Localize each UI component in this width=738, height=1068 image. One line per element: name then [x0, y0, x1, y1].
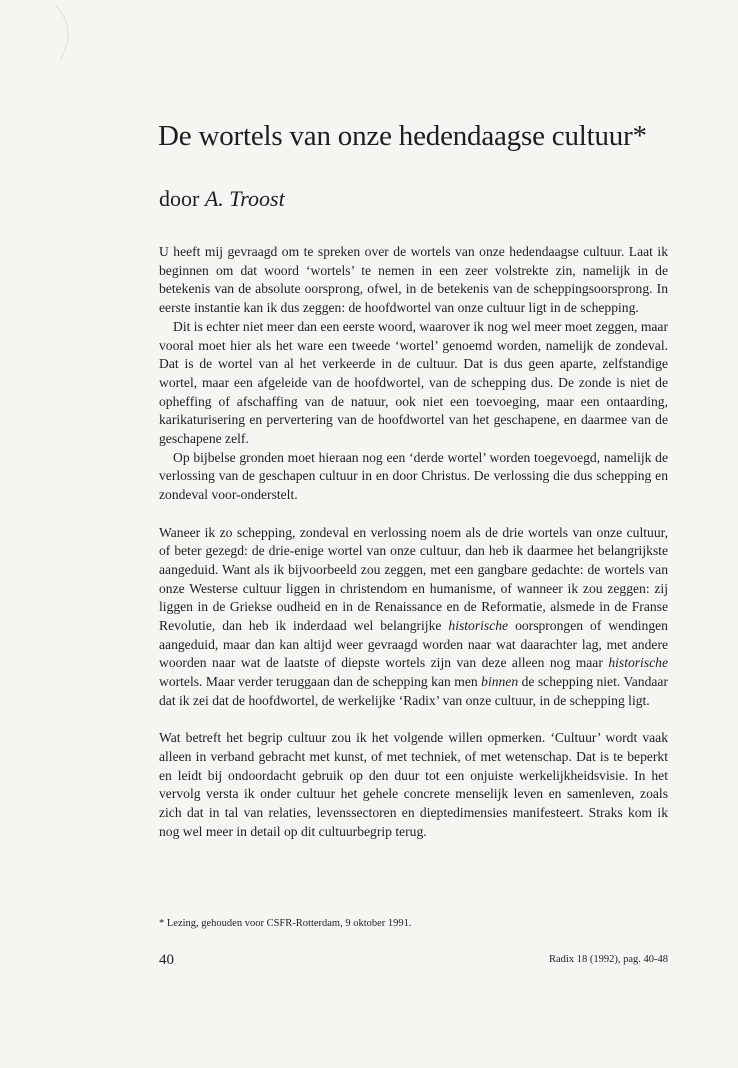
paragraph-text: de schepping niet. Vandaar dat ik zei dat de hoofdwortel, de werkelijke ‘Radix’ van onze cultuur, in de schepping ligt. [159, 674, 668, 708]
paragraph-5 [159, 729, 668, 841]
paragraph-2 [159, 318, 668, 449]
emphasis-text: binnen [481, 674, 519, 690]
paragraph-text: Op bijbelse gronden moet hieraan nog een ‘derde wortel’ worden toegevoegd, namelijk de verlossing van de geschapen cultuur in en door Christus. De verlossing die dus schepping en zondeval voor-onderstelt. [159, 449, 668, 503]
paragraph-text: Dit is echter niet meer dan een eerste woord, waarover ik nog wel meer moet zeggen, maar vooral moet hier als het ware een tweede ‘wortel’ genoemd worden, namelijk de zondeval. Dat is de wortel van al het verkeerde in de cultuur. Dat is dus geen aparte, zelfstandige wortel, maar een afgeleide van de hoofdwortel, van de schepping dus. De zonde is niet de opheffing of afschaffing van de natuur, ook niet een toevoeging, maar een ontaarding, karikaturisering en pervertering van de hoofdwortel van het geschapene, en daarmee van de geschapene zelf. [159, 318, 668, 447]
page-number: 40 [159, 952, 174, 968]
footnote: * Lezing, gehouden voor CSFR-Rotterdam, 9 oktober 1991. [159, 918, 412, 929]
paragraph-text: wortels. Maar verder teruggaan dan de schepping kan men [159, 674, 482, 690]
byline-prefix: door [159, 186, 200, 211]
article-title: De wortels van onze hedendaagse cultuur* [158, 120, 647, 152]
paragraph-text: oorsprongen of wendingen aangeduid, maar dan kan altijd weer gevraagd worden naar wat daarachter lag, met andere woorden naar wat de laatste of diepste wortels zijn van deze alleen nog maar [159, 618, 668, 671]
emphasis-text: historische [448, 618, 509, 634]
paragraph-text: Wat betreft het begrip cultuur zou ik het volgende willen opmerken. ‘Cultuur’ wordt vaak alleen in verband gebracht met kunst, of met techniek, of met wetenschap. Dat is te beperkt en leidt bij ondoordacht gebruik op den duur tot een onjuiste werkelijkheidsvisie. In het vervolg versta ik onder cultuur het gehele concrete menselijk leven en samenleven, zoals zich dat in tal van relaties, levenssectoren en dieptedimensies manifesteert. Straks kom ik nog wel meer in detail op dit cultuurbegrip terug. [159, 730, 668, 839]
journal-citation: Radix 18 (1992), pag. 40-48 [549, 954, 668, 965]
paragraph-3 [159, 449, 668, 505]
emphasis-text: historische [608, 655, 668, 671]
scan-artifact-mark [48, 0, 98, 70]
paragraph-text: U heeft mij gevraagd om te spreken over de wortels van onze hedendaagse cultuur. Laat ik beginnen om dat woord ‘wortels’ te nemen in een zeer volstrekte zin, namelijk in de betekenis van de absolute oorsprong, ofwel, in de betekenis van de scheppingsoorsprong. In eerste instantie kan ik dus zeggen: de hoofdwortel van onze cultuur ligt in de schepping. [159, 244, 668, 316]
paragraph-4 [159, 524, 668, 711]
byline [159, 184, 285, 214]
article-body [159, 243, 668, 841]
paragraph-1 [159, 243, 668, 318]
paragraph-text: Waneer ik zo schepping, zondeval en verlossing noem als de drie wortels van onze cultuur, of beter gezegd: de drie-enige wortel van onze cultuur, dan heb ik daarmee het belangrijkste aangeduid. Want als ik bijvoorbeeld zou zeggen, met een gangbare gedachte: de wortels van onze Westerse cultuur liggen in christendom en humanisme, of wanneer ik zou zeggen: zij liggen in de Griekse oudheid en in de Renaissance en de Reformatie, alsmede in de Franse Revolutie, dan heb ik inderdaad wel belangrijke [159, 524, 668, 634]
author-name: A. Troost [204, 186, 285, 211]
